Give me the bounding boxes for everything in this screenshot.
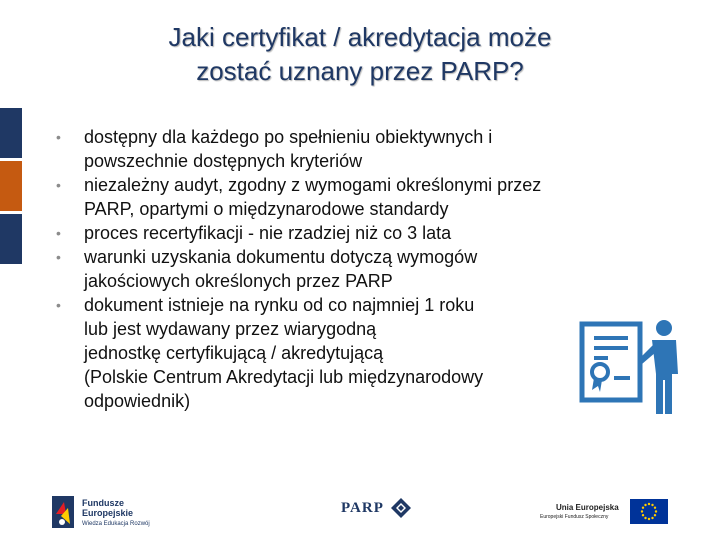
bullet-text-line: odpowiednik) [84, 391, 191, 411]
bullet-text-line: proces recertyfikacji - nie rzadziej niż co 3 lata [84, 223, 452, 243]
bullet-text-line: jakościowych określonych przez PARP [84, 271, 393, 291]
slide-title [60, 20, 660, 88]
bullet-dot: • [56, 129, 61, 145]
parp-logo-icon [390, 497, 412, 519]
parp-logo-text: PARP [341, 500, 384, 516]
bullet-dot: • [56, 297, 61, 313]
certificate-presenter-icon [578, 318, 688, 416]
bullet-text-line: dostępny dla każdego po spełnieniu obiektywnych i [84, 127, 493, 147]
bullet-item [56, 245, 656, 293]
bullet-text-line: (Polskie Centrum Akredytacji lub międzynarodowy [84, 367, 484, 387]
bullet-text-line: niezależny audyt, zgodny z wymogami określonymi przez [84, 175, 542, 195]
side-accent-block-blue-bottom [0, 214, 22, 264]
ue-logo-line-1: Unia Europejska [556, 503, 619, 512]
certificate-frame [582, 324, 640, 400]
side-accent-block-orange [0, 161, 22, 211]
bullet-item [56, 293, 656, 413]
person-body-icon [652, 340, 678, 414]
title-line-2: zostać uznany przez PARP? [196, 56, 524, 86]
bullet-item [56, 173, 656, 221]
bullet-text-line: warunki uzyskania dokumentu dotyczą wymogów [84, 247, 478, 267]
bullet-item [56, 125, 656, 173]
bullet-dot: • [56, 177, 61, 193]
side-accent-block-blue-top [0, 108, 22, 158]
bullet-text-line: dokument istnieje na rynku od co najmniej 1 roku [84, 295, 475, 315]
eu-flag-icon [630, 499, 668, 524]
fe-logo-line-3: Wiedza Edukacja Rozwój [82, 521, 150, 527]
fe-logo-line-2: Europejskie [82, 508, 134, 518]
bullet-list [56, 125, 656, 413]
bullet-text-line: lub jest wydawany przez wiarygodną [84, 319, 377, 339]
person-head-icon [656, 320, 672, 336]
bullet-text-line: PARP, opartymi o międzynarodowe standardy [84, 199, 449, 219]
bullet-text-line: powszechnie dostępnych kryteriów [84, 151, 363, 171]
bullet-item [56, 221, 656, 245]
bullet-text-line: jednostkę certyfikującą / akredytującą [84, 343, 384, 363]
title-line-1: Jaki certyfikat / akredytacja może [168, 22, 552, 52]
bullet-dot: • [56, 225, 61, 241]
bullet-dot: • [56, 249, 61, 265]
fe-logo-line-1: Fundusze [82, 498, 124, 508]
ue-logo-line-2: Europejski Fundusz Społeczny [540, 514, 609, 520]
